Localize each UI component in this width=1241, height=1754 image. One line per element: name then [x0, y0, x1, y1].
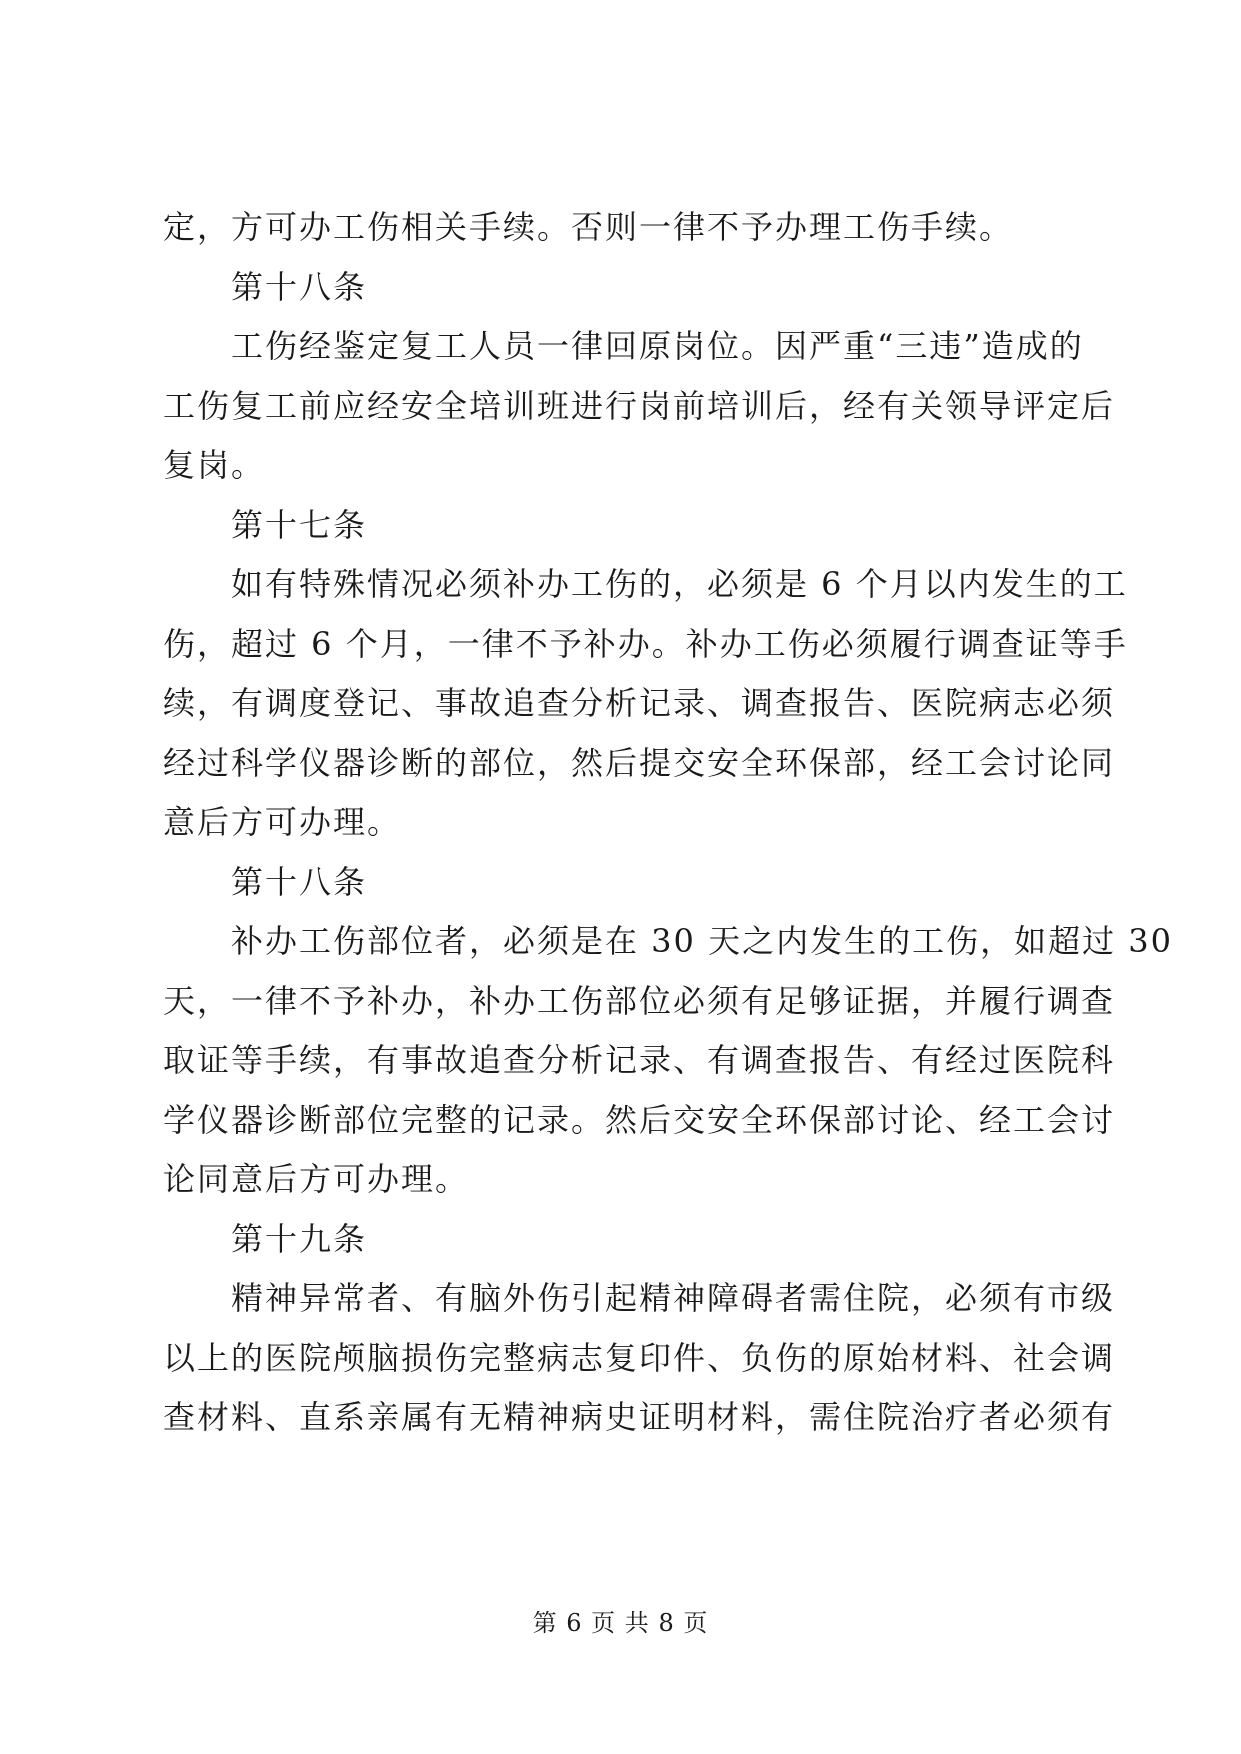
text-line: 复岗。	[163, 446, 266, 484]
text-line: 定，方可办工伤相关手续。否则一律不予办理工伤手续。	[163, 208, 1014, 246]
text-line: 伤，超过 6 个月，一律不予补办。补办工伤必须履行调查证等手	[163, 624, 1128, 663]
text-line: 查材料、直系亲属有无精神病史证明材料，需住院治疗者必须有	[163, 1398, 1116, 1436]
article-heading: 第十八条	[231, 862, 368, 901]
text-line: 补办工伤部位者，必须是在 30 天之内发生的工伤，如超过 30	[231, 922, 1173, 960]
text-line: 意后方可办理。	[163, 803, 402, 841]
text-line: 续，有调度登记、事故追查分析记录、调查报告、医院病志必须	[163, 684, 1116, 722]
text-line: 以上的医院颅脑损伤完整病志复印件、负伤的原始材料、社会调	[163, 1338, 1116, 1377]
text-line: 经过科学仪器诊断的部位，然后提交安全环保部，经工会讨论同	[163, 743, 1116, 782]
article-heading: 第十九条	[231, 1219, 368, 1258]
article-heading: 第十七条	[231, 505, 368, 544]
text-line: 工伤复工前应经安全培训班进行岗前培训后，经有关领导评定后	[163, 386, 1116, 425]
text-line: 工伤经鉴定复工人员一律回原岗位。因严重“三违”造成的	[231, 327, 1084, 365]
text-line: 学仪器诊断部位完整的记录。然后交安全环保部讨论、经工会讨	[163, 1100, 1116, 1139]
text-line: 如有特殊情况必须补办工伤的，必须是 6 个月以内发生的工	[231, 565, 1128, 603]
article-heading: 第十八条	[231, 267, 368, 306]
document-body	[163, 198, 1173, 1448]
text-line: 取证等手续，有事故追查分析记录、有调查报告、有经过医院科	[163, 1041, 1116, 1079]
text-line: 精神异常者、有脑外伤引起精神障碍者需住院，必须有市级	[231, 1279, 1116, 1317]
page-number-footer: 第 6 页 共 8 页	[532, 1609, 709, 1637]
text-line: 天，一律不予补办，补办工伤部位必须有足够证据，并履行调查	[163, 981, 1116, 1020]
text-line: 论同意后方可办理。	[163, 1160, 470, 1198]
